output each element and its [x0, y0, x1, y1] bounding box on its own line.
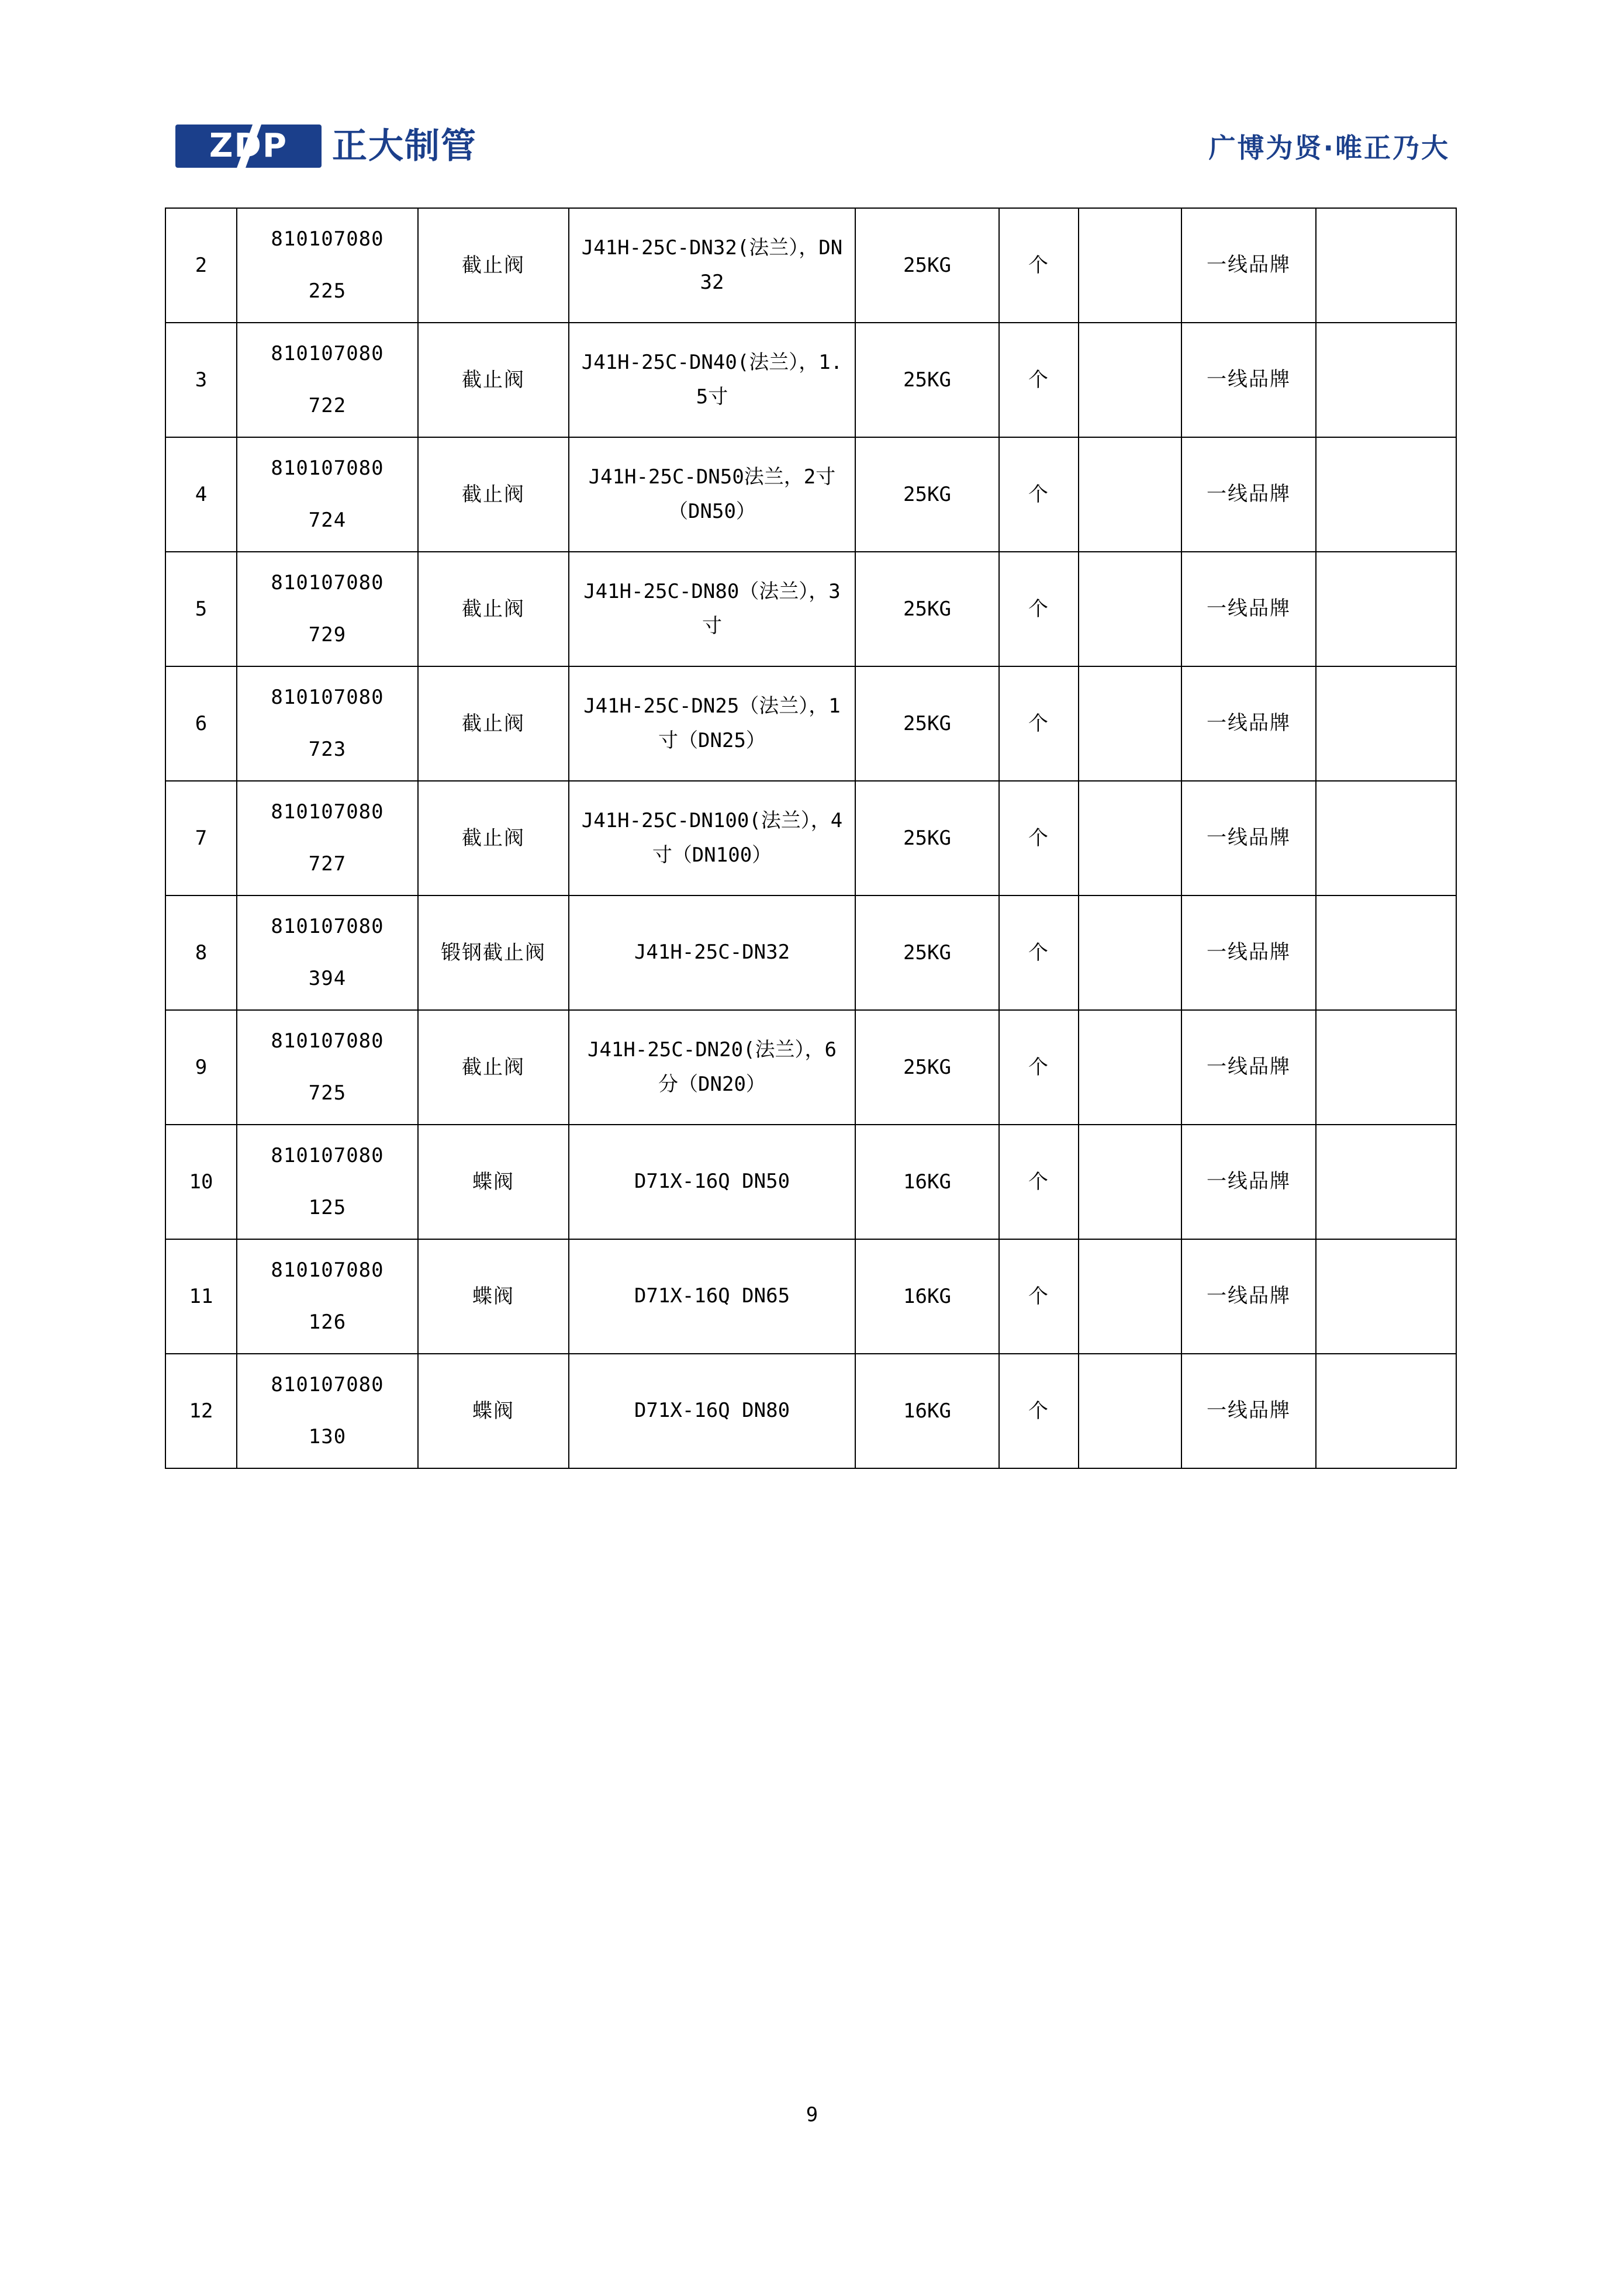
- cell-code: [237, 1239, 418, 1354]
- table-row: [165, 1125, 1456, 1239]
- code-line-2: 126: [308, 1310, 347, 1334]
- brand-text: 一线品牌: [1207, 482, 1291, 506]
- cell-index: 12: [165, 1354, 237, 1468]
- cell-code: [237, 552, 418, 666]
- materials-table-wrapper: [165, 208, 1456, 1469]
- cell-pressure: 25KG: [855, 666, 999, 781]
- table-row: [165, 666, 1456, 781]
- cell-spec: [569, 1354, 855, 1468]
- cell-spec: [569, 1010, 855, 1125]
- spec-text: J41H-25C-DN25（法兰），1寸（DN25）: [583, 694, 841, 752]
- cell-quantity: [1079, 895, 1181, 1010]
- cell-spec: [569, 323, 855, 437]
- cell-name: 蝶阀: [418, 1125, 569, 1239]
- table-row: [165, 1239, 1456, 1354]
- brand-text: 一线品牌: [1207, 1055, 1291, 1079]
- zdp-logo-icon: [175, 125, 322, 168]
- page-number: 9: [806, 2103, 818, 2126]
- cell-remark: [1316, 781, 1456, 895]
- cell-unit: 个: [999, 1354, 1079, 1468]
- cell-unit: 个: [999, 895, 1079, 1010]
- spec-text: D71X-16Q DN50: [634, 1170, 790, 1194]
- cell-name: 截止阀: [418, 666, 569, 781]
- cell-index: 4: [165, 437, 237, 552]
- cell-spec: [569, 552, 855, 666]
- table-row: [165, 895, 1456, 1010]
- cell-name: 截止阀: [418, 552, 569, 666]
- cell-quantity: [1079, 323, 1181, 437]
- code-line-1: 810107080: [271, 457, 384, 480]
- table-row: [165, 781, 1456, 895]
- cell-pressure: 16KG: [855, 1239, 999, 1354]
- cell-brand: [1181, 895, 1316, 1010]
- brand-text: 一线品牌: [1207, 826, 1291, 850]
- cell-name: 截止阀: [418, 208, 569, 323]
- cell-quantity: [1079, 1125, 1181, 1239]
- cell-quantity: [1079, 781, 1181, 895]
- cell-quantity: [1079, 208, 1181, 323]
- cell-code: [237, 437, 418, 552]
- cell-remark: [1316, 437, 1456, 552]
- code-line-1: 810107080: [271, 571, 384, 595]
- cell-brand: [1181, 552, 1316, 666]
- cell-remark: [1316, 208, 1456, 323]
- cell-brand: [1181, 208, 1316, 323]
- cell-remark: [1316, 1125, 1456, 1239]
- cell-code: [237, 666, 418, 781]
- code-line-2: 394: [308, 967, 347, 990]
- cell-pressure: 25KG: [855, 895, 999, 1010]
- cell-brand: [1181, 666, 1316, 781]
- code-line-2: 125: [308, 1196, 347, 1219]
- cell-unit: 个: [999, 1010, 1079, 1125]
- cell-spec: [569, 208, 855, 323]
- cell-index: 8: [165, 895, 237, 1010]
- code-line-2: 727: [308, 852, 347, 876]
- cell-unit: 个: [999, 666, 1079, 781]
- spec-text: J41H-25C-DN50法兰，2寸（DN50）: [588, 465, 836, 523]
- cell-code: [237, 1125, 418, 1239]
- code-line-1: 810107080: [271, 1373, 384, 1397]
- cell-brand: [1181, 1010, 1316, 1125]
- cell-pressure: 25KG: [855, 552, 999, 666]
- brand-text: 一线品牌: [1207, 1170, 1291, 1194]
- cell-name: 截止阀: [418, 781, 569, 895]
- cell-brand: [1181, 437, 1316, 552]
- cell-spec: [569, 1125, 855, 1239]
- cell-unit: 个: [999, 781, 1079, 895]
- table-row: [165, 437, 1456, 552]
- spec-text: J41H-25C-DN40(法兰），1.5寸: [581, 350, 843, 409]
- code-line-2: 725: [308, 1081, 347, 1105]
- code-line-1: 810107080: [271, 342, 384, 366]
- cell-pressure: 16KG: [855, 1125, 999, 1239]
- cell-quantity: [1079, 1010, 1181, 1125]
- cell-quantity: [1079, 437, 1181, 552]
- cell-quantity: [1079, 1354, 1181, 1468]
- code-line-2: 225: [308, 279, 347, 303]
- table-row: [165, 1010, 1456, 1125]
- cell-unit: 个: [999, 323, 1079, 437]
- cell-remark: [1316, 1239, 1456, 1354]
- brand-text: 一线品牌: [1207, 1399, 1291, 1423]
- spec-text: J41H-25C-DN20(法兰），6分（DN20）: [587, 1038, 837, 1096]
- code-line-1: 810107080: [271, 1029, 384, 1053]
- spec-text: J41H-25C-DN100(法兰），4寸（DN100）: [581, 808, 843, 867]
- cell-index: 3: [165, 323, 237, 437]
- cell-quantity: [1079, 552, 1181, 666]
- cell-remark: [1316, 1010, 1456, 1125]
- cell-index: 11: [165, 1239, 237, 1354]
- cell-index: 7: [165, 781, 237, 895]
- code-line-1: 810107080: [271, 800, 384, 824]
- table-row: [165, 552, 1456, 666]
- cell-unit: 个: [999, 437, 1079, 552]
- cell-brand: [1181, 323, 1316, 437]
- cell-brand: [1181, 781, 1316, 895]
- cell-name: 截止阀: [418, 1010, 569, 1125]
- cell-brand: [1181, 1354, 1316, 1468]
- page-footer: [0, 2103, 1624, 2126]
- cell-remark: [1316, 666, 1456, 781]
- table-row: [165, 208, 1456, 323]
- cell-remark: [1316, 895, 1456, 1010]
- cell-spec: [569, 895, 855, 1010]
- cell-pressure: 16KG: [855, 1354, 999, 1468]
- code-line-2: 729: [308, 623, 347, 646]
- spec-text: D71X-16Q DN65: [634, 1284, 790, 1308]
- logo-company-name: 正大制管: [332, 126, 477, 167]
- brand-text: 一线品牌: [1207, 597, 1291, 621]
- table-row: [165, 323, 1456, 437]
- code-line-2: 724: [308, 509, 347, 532]
- cell-spec: [569, 437, 855, 552]
- cell-name: 蝶阀: [418, 1239, 569, 1354]
- spec-text: J41H-25C-DN32(法兰），DN32: [581, 236, 843, 294]
- logo-abbr-text: ZDP: [209, 127, 288, 165]
- cell-index: 5: [165, 552, 237, 666]
- cell-remark: [1316, 1354, 1456, 1468]
- cell-index: 2: [165, 208, 237, 323]
- cell-index: 6: [165, 666, 237, 781]
- cell-pressure: 25KG: [855, 323, 999, 437]
- cell-unit: 个: [999, 1239, 1079, 1354]
- cell-spec: [569, 666, 855, 781]
- cell-code: [237, 895, 418, 1010]
- cell-index: 10: [165, 1125, 237, 1239]
- cell-quantity: [1079, 1239, 1181, 1354]
- cell-name: 截止阀: [418, 323, 569, 437]
- spec-text: J41H-25C-DN80（法兰），3寸: [583, 579, 841, 638]
- brand-text: 一线品牌: [1207, 940, 1291, 964]
- code-line-1: 810107080: [271, 1144, 384, 1168]
- cell-name: 蝶阀: [418, 1354, 569, 1468]
- cell-unit: 个: [999, 552, 1079, 666]
- code-line-1: 810107080: [271, 227, 384, 251]
- code-line-2: 130: [308, 1425, 347, 1448]
- cell-name: 锻钢截止阀: [418, 895, 569, 1010]
- cell-code: [237, 323, 418, 437]
- cell-pressure: 25KG: [855, 437, 999, 552]
- cell-pressure: 25KG: [855, 781, 999, 895]
- company-tagline: 广博为贤·唯正乃大: [1208, 132, 1450, 164]
- brand-text: 一线品牌: [1207, 711, 1291, 735]
- cell-brand: [1181, 1239, 1316, 1354]
- cell-index: 9: [165, 1010, 237, 1125]
- brand-text: 一线品牌: [1207, 368, 1291, 392]
- company-logo: [175, 125, 477, 168]
- cell-quantity: [1079, 666, 1181, 781]
- spec-text: D71X-16Q DN80: [634, 1399, 790, 1423]
- cell-name: 截止阀: [418, 437, 569, 552]
- brand-text: 一线品牌: [1207, 253, 1291, 277]
- materials-table: [165, 208, 1457, 1469]
- cell-remark: [1316, 552, 1456, 666]
- cell-spec: [569, 1239, 855, 1354]
- cell-spec: [569, 781, 855, 895]
- cell-pressure: 25KG: [855, 1010, 999, 1125]
- materials-table-body: [165, 208, 1456, 1468]
- code-line-2: 723: [308, 738, 347, 761]
- table-row: [165, 1354, 1456, 1468]
- cell-code: [237, 781, 418, 895]
- brand-text: 一线品牌: [1207, 1284, 1291, 1308]
- cell-code: [237, 1354, 418, 1468]
- cell-pressure: 25KG: [855, 208, 999, 323]
- code-line-1: 810107080: [271, 686, 384, 710]
- cell-code: [237, 208, 418, 323]
- code-line-1: 810107080: [271, 915, 384, 939]
- cell-remark: [1316, 323, 1456, 437]
- cell-unit: 个: [999, 1125, 1079, 1239]
- spec-text: J41H-25C-DN32: [634, 940, 790, 964]
- cell-unit: 个: [999, 208, 1079, 323]
- cell-brand: [1181, 1125, 1316, 1239]
- page-header: [175, 114, 1450, 178]
- code-line-1: 810107080: [271, 1258, 384, 1282]
- cell-code: [237, 1010, 418, 1125]
- code-line-2: 722: [308, 394, 347, 417]
